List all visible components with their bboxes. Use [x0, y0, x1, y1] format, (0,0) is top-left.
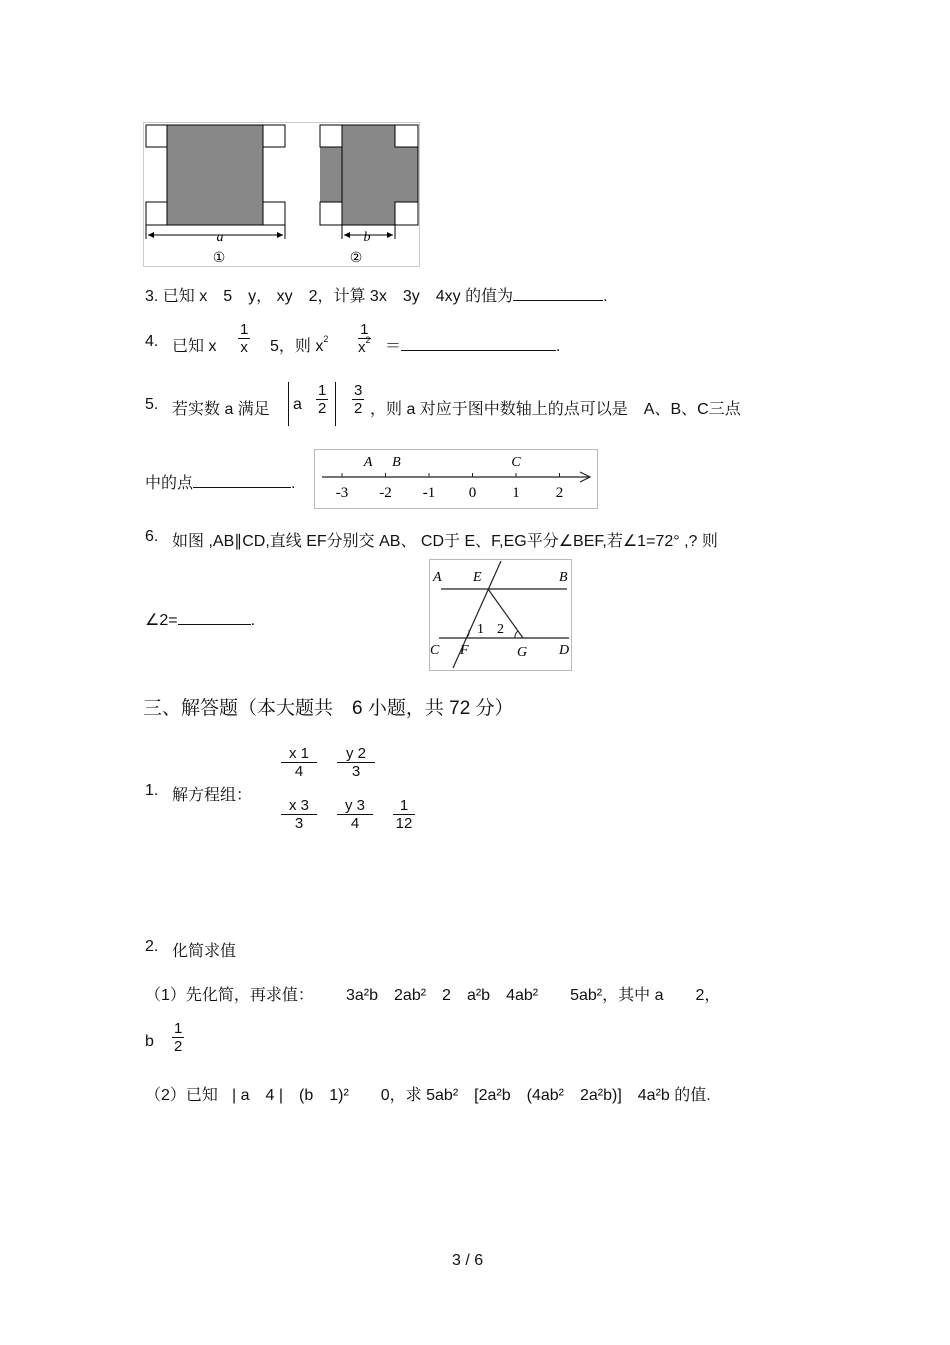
- s1-eq2-frac2-den: 4: [350, 815, 360, 832]
- label-C: C: [430, 643, 440, 658]
- s2-p1-b-num: 1: [174, 1020, 183, 1037]
- s2-p1-b-den: 2: [174, 1038, 183, 1055]
- label-F: F: [460, 643, 469, 658]
- s1-eq2-frac3-den: 12: [395, 815, 413, 832]
- number-line-tick-label: -3: [335, 485, 349, 501]
- s1-eq1-frac1-den: 4: [294, 763, 304, 780]
- q5-line2-text: 中的点: [145, 475, 194, 492]
- q4-mid-text: 5，则 x: [270, 338, 324, 355]
- q4-equals: ＝: [385, 338, 402, 355]
- caption-1: ①: [212, 251, 226, 266]
- s1-label: 解方程组：: [172, 787, 253, 804]
- number-line: [314, 449, 598, 509]
- s1-eq1-frac1: [281, 745, 317, 780]
- q5-period: .: [291, 475, 296, 492]
- q6-period: .: [250, 612, 256, 629]
- angle-2-label: 2: [497, 622, 504, 637]
- s2-p2-expr: | a 4 | (b 1)² 0，求 5ab² [2a²b (4ab² 2a²b)] 4a²b 的值.: [232, 1087, 711, 1104]
- q5-abs-right: [335, 382, 336, 426]
- caption-2: ②: [349, 251, 363, 266]
- number-line-tick-label: -2: [379, 485, 392, 501]
- q4-frac1-den: x: [240, 339, 248, 356]
- figure-squares: [143, 122, 420, 267]
- s1-eq1-frac2-num: y 2: [345, 745, 366, 762]
- s1-eq1-frac1-num: x 1: [288, 745, 309, 762]
- q6-number: 6.: [145, 528, 159, 545]
- q4-mid: [270, 333, 328, 356]
- s1-eq2-frac1: [281, 797, 317, 832]
- s1-eq2-frac1-den: 3: [294, 815, 304, 832]
- s1-eq2-frac1-num: x 3: [288, 797, 309, 814]
- q4-frac2-den: [358, 335, 371, 356]
- s2-p2-label: （2）已知: [145, 1087, 218, 1104]
- q3-period: .: [603, 288, 608, 305]
- s1-eq2-frac2: [337, 797, 373, 832]
- label-a: a: [216, 230, 224, 245]
- q6-line2: [145, 610, 255, 630]
- q3-answer-blank[interactable]: [513, 300, 603, 301]
- q5-post: ，则 a 对应于图中数轴上的点可以是 A、B、C三点: [370, 401, 741, 418]
- q5-frac2-num: 3: [354, 382, 363, 399]
- q5-line2: [145, 470, 295, 493]
- s2-p1-label: （1）先化简，再求值：: [145, 987, 314, 1004]
- number-line-figure: [314, 449, 598, 509]
- label-B: B: [559, 570, 568, 585]
- section-3-heading: 三、解答题（本大题共 6 小题，共 72 分）: [143, 698, 514, 719]
- q6-answer-blank[interactable]: [178, 624, 251, 625]
- number-line-tick-label: -1: [422, 485, 436, 501]
- s2-p1-b-frac: [172, 1020, 184, 1055]
- s1-eq2-frac3: [393, 797, 415, 832]
- figure-parallel-lines: [429, 559, 572, 671]
- s1-eq1-frac2-den: 3: [351, 763, 361, 780]
- label-G: G: [517, 645, 528, 660]
- q3-number: 3.: [145, 288, 159, 305]
- q3-text: 已知 x 5 y， xy 2，计算 3x 3y 4xy 的值为: [162, 288, 514, 305]
- q5-frac2-den: 2: [354, 400, 363, 417]
- q5-frac1-den: 2: [318, 400, 327, 417]
- q4-answer: [385, 333, 560, 356]
- q5-pre: 若实数 a 满足: [172, 401, 270, 418]
- q5-frac-1: [316, 382, 328, 417]
- q4-frac-1: [238, 321, 250, 356]
- question-3: [145, 283, 608, 306]
- q6-text: 如图 ,AB∥CD,直线 EF分别交 AB、 CD于 E、F,EG平分∠BEF,若∠1=72° ,? 则: [172, 533, 718, 550]
- s2-p1-b: b: [145, 1033, 154, 1050]
- number-line-tick-label: 0: [468, 485, 477, 501]
- s1-number: 1.: [145, 782, 159, 799]
- s1-eq2-frac2-num: y 3: [344, 797, 365, 814]
- q4-frac2-exp: 2: [365, 335, 371, 345]
- angle-1-label: 1: [477, 622, 484, 637]
- s1-eq1-frac2: [337, 745, 375, 780]
- q5-answer-blank[interactable]: [193, 487, 291, 488]
- q5-abs-a: a: [293, 396, 302, 413]
- parallel-lines-diagram: [429, 559, 572, 671]
- s2-p1-expr: 3a²b 2ab² 2 a²b 4ab² 5ab²，其中 a 2，: [346, 987, 721, 1004]
- q4-frac2-num: 1: [360, 321, 369, 338]
- q4-number: 4.: [145, 333, 159, 350]
- page-number: 3 / 6: [452, 1252, 484, 1269]
- number-line-tick-label: 2: [555, 485, 564, 501]
- q6-line2-text: ∠2=: [145, 612, 178, 629]
- q5-frac-2: [352, 382, 364, 417]
- label-E: E: [473, 570, 482, 585]
- number-line-point-A: A: [363, 455, 373, 470]
- s2-title: 化简求值: [172, 943, 237, 960]
- label-A: A: [433, 570, 442, 585]
- number-line-point-C: C: [511, 455, 521, 470]
- q5-frac1-num: 1: [318, 382, 327, 399]
- q4-frac2-den-text: x: [358, 339, 366, 356]
- q4-answer-blank[interactable]: [401, 350, 556, 351]
- q4-period: .: [556, 338, 561, 355]
- s1-eq2-frac3-num: 1: [399, 797, 409, 814]
- q4-exp: 2: [323, 334, 329, 344]
- q5-abs-left: [288, 382, 289, 426]
- q5-number: 5.: [145, 396, 159, 413]
- q4-frac-2: [358, 321, 371, 356]
- label-b: b: [363, 230, 371, 245]
- number-line-point-B: B: [392, 455, 401, 470]
- s2-number: 2.: [145, 938, 159, 955]
- squares-diagram: [143, 122, 420, 267]
- q4-pre: 已知 x: [172, 338, 217, 355]
- number-line-tick-label: 1: [512, 485, 520, 501]
- label-D: D: [559, 643, 570, 658]
- q4-frac1-num: 1: [240, 321, 249, 338]
